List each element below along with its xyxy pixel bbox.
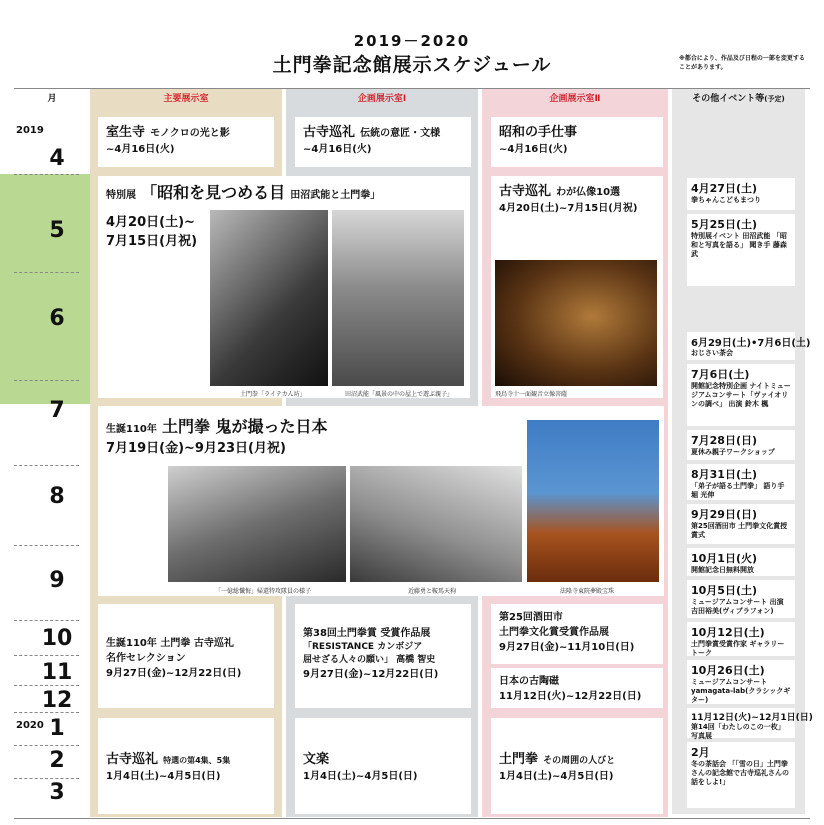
photo-rooftop (332, 210, 464, 386)
exhibit-date: 1月4日(土)~4月5日(日) (499, 771, 614, 782)
event-text: ミュージアムコンサート yamagata-lab(クラシックギター) (691, 678, 791, 704)
event-text: ミュージアムコンサート 出演 吉田裕美(ヴィブラフォン) (691, 598, 784, 615)
month-divider (14, 745, 79, 746)
exhibit-date: 9月27日(金)~12月22日(日) (106, 668, 242, 679)
month-divider (14, 545, 79, 546)
month-highlight (0, 174, 90, 404)
photo-children (350, 466, 522, 582)
event-date: 10月5日(土) (691, 584, 758, 597)
exhibit-subtitle: その周囲の人びと (543, 756, 616, 766)
exhibit-subtitle2: 屈せざる人々の願い」 高橋 智史 (303, 655, 436, 665)
exhibit-date: 9月27日(金)~11月10日(日) (499, 642, 635, 653)
exhibit-title: 第38回土門拳賞 受賞作品展 (303, 628, 431, 639)
notice-text: ※都合により、作品及び日程の一部を変更することがあります。 (679, 55, 805, 71)
event-text: 第25回酒田市 土門拳文化賞授賞式 (691, 522, 788, 539)
month-divider (14, 655, 79, 656)
event-item (687, 430, 795, 460)
event-item (687, 742, 795, 808)
exhibit-room2-january (491, 718, 663, 814)
exhibit-date: ~4月16日(火) (106, 144, 175, 155)
event-item (687, 332, 811, 360)
other-header-note: (予定) (764, 95, 785, 103)
exhibit-label: 特別展 (106, 190, 136, 201)
exhibit-title: 土門拳 (499, 752, 539, 767)
exhibit-subtitle: モノクロの光と影 (150, 128, 230, 139)
month-header: 月 (47, 94, 57, 104)
month-divider (14, 174, 79, 175)
month-divider (14, 272, 79, 273)
other-header-label: その他イベント等 (692, 94, 765, 104)
month-divider (14, 380, 79, 381)
photo-caption: 田沼武能「風景の中の屋上で遊ぶ親子」 (345, 391, 454, 398)
month-divider (14, 465, 79, 466)
exhibit-main-october (98, 604, 274, 708)
exhibit-date-start: 4月20日(土)~ (106, 215, 195, 230)
exhibit-subtitle: 伝統の意匠・文様 (360, 128, 441, 139)
exhibit-title: 土門拳 鬼が撮った日本 (161, 417, 328, 436)
event-item (687, 364, 795, 426)
event-date: 4月27日(土) (691, 182, 758, 195)
exhibit-subtitle: 名作セレクション (106, 653, 186, 664)
exhibit-room1-october (295, 604, 471, 708)
exhibit-main-january (98, 718, 274, 814)
photo-buddha (495, 260, 657, 386)
event-date: 10月26日(土) (691, 664, 765, 677)
event-text: 「弟子が語る土門拳」 語り手 堀 光伸 (691, 482, 785, 499)
event-date: 7月28日(日) (691, 434, 758, 447)
exhibit-subtitle: 土門拳文化賞受賞作品展 (499, 627, 609, 638)
exhibit-room1-january (295, 718, 471, 814)
photo-caption: 法隆寺東院夢殿宝珠 (560, 588, 615, 595)
exhibit-title: 昭和の手仕事 (499, 125, 578, 140)
month-9: 9 (49, 568, 65, 593)
exhibit-title: 室生寺 (106, 125, 146, 140)
month-8: 8 (49, 484, 65, 509)
exhibit-title: 土門拳 古寺巡礼 (160, 638, 234, 649)
event-item (687, 708, 813, 740)
event-date: 8月31日(土) (691, 468, 758, 481)
event-item (687, 464, 795, 500)
exhibit-date: ~4月16日(火) (499, 144, 568, 155)
event-text: おじさい茶会 (691, 349, 733, 357)
month-10: 10 (41, 626, 73, 651)
photo-portrait (210, 210, 328, 386)
event-text: 特別展イベント 田沼武能 「昭和と写真を語る」 聞き手 藤森 武 (691, 232, 787, 258)
month-divider (14, 712, 79, 713)
exhibit-main-april (98, 117, 274, 167)
bottom-rule (14, 818, 810, 819)
exhibit-room1-april (295, 117, 471, 167)
month-6: 6 (49, 306, 65, 331)
photo-caption: 「一億総懺悔」帰還特攻隊員の様子 (215, 588, 312, 595)
exhibit-title: 第25回酒田市 (499, 612, 563, 623)
event-date: 10月12日(土) (691, 626, 765, 639)
exhibit-room2-november (491, 668, 663, 708)
event-item (687, 548, 795, 576)
event-item (687, 622, 795, 656)
year-2020: 2020 (16, 720, 44, 731)
main-hall-header: 主要展示室 (163, 94, 209, 104)
event-text: 開館記念日無料開放 (691, 566, 754, 574)
month-2: 2 (49, 748, 65, 773)
event-text: 土門拳賞受賞作家 ギャラリートーク (691, 640, 785, 657)
event-text: 夏休み親子ワークショップ (691, 448, 775, 456)
room1-header: 企画展示室Ⅰ (357, 94, 407, 104)
event-text: 拳ちゃんこどもまつり (691, 196, 761, 204)
title-years: 2019－2020 (353, 32, 471, 50)
exhibit-title: 古寺巡礼 (303, 125, 356, 140)
exhibit-subtitle: わが仏像10選 (556, 187, 621, 198)
exhibit-subtitle: 特選の第4集、5集 (163, 756, 231, 765)
event-date: 9月29日(日) (691, 508, 758, 521)
event-date: 11月12日(火)~12月1日(日) (691, 713, 813, 723)
exhibit-date: 1月4日(土)~4月5日(日) (106, 771, 221, 782)
month-5: 5 (49, 218, 65, 243)
event-date: 7月6日(土) (691, 368, 750, 381)
month-4: 4 (49, 146, 65, 171)
exhibit-date: 1月4日(土)~4月5日(日) (303, 771, 418, 782)
event-item (687, 504, 795, 544)
event-item (687, 660, 795, 704)
other-bg-top (672, 110, 805, 174)
exhibit-label: 生誕110年 (106, 638, 157, 649)
event-date: 2月 (691, 746, 710, 759)
month-divider (14, 778, 79, 779)
exhibit-date: 9月27日(金)~12月22日(日) (303, 669, 439, 680)
exhibit-room2-april (491, 117, 663, 167)
exhibit-date: ~4月16日(火) (303, 144, 372, 155)
event-item (687, 178, 795, 210)
month-3: 3 (49, 780, 65, 805)
exhibit-title: 日本の古陶磁 (499, 676, 559, 687)
exhibit-room2-october (491, 604, 663, 664)
event-item (687, 214, 795, 286)
room2-header: 企画展示室Ⅱ (549, 94, 601, 104)
month-1: 1 (49, 716, 65, 741)
exhibit-subtitle: 田沼武能と土門拳」 (290, 190, 381, 201)
exhibit-title: 文楽 (303, 752, 330, 767)
page-title: 土門拳記念館展示スケジュール (272, 54, 552, 76)
month-divider (14, 685, 79, 686)
photo-temple (527, 420, 659, 582)
exhibit-date-end: 7月15日(月祝) (106, 234, 198, 249)
photo-caption: 土門拳「ライテカん坊」 (240, 391, 306, 398)
exhibit-title: 古寺巡礼 (106, 752, 159, 767)
event-item (687, 580, 795, 618)
exhibit-date: 11月12日(火)~12月22日(日) (499, 691, 642, 702)
exhibit-date: 7月19日(金)~9月23日(月祝) (106, 441, 286, 456)
other-header (672, 88, 805, 110)
exhibit-subtitle: 「RESISTANCE カンボジア (303, 642, 423, 652)
event-date: 10月1日(火) (691, 552, 758, 565)
month-11: 11 (41, 660, 73, 685)
photo-caption: 飛鳥寺十一面観音立像菩薩 (495, 391, 568, 398)
exhibit-title: 「昭和を見つめる目 (141, 183, 286, 202)
exhibit-date: 4月20日(土)~7月15日(月祝) (499, 203, 638, 214)
event-date: 5月25日(土) (691, 218, 758, 231)
year-2019: 2019 (16, 125, 44, 136)
event-text: 第14回「わたしのこの一枚」写真展 (691, 723, 785, 740)
exhibit-title: 古寺巡礼 (499, 184, 552, 199)
month-7: 7 (49, 398, 65, 423)
event-date: 6月29日(土)•7月6日(土) (691, 338, 811, 349)
event-text: 開館記念特別企画 ナイトミュージアムコンサート「ヴァイオリンの調べ」 出演 鈴木 楓 (691, 382, 791, 408)
exhibit-label: 生誕110年 (106, 424, 157, 435)
photo-caption: 近藤勇と鞍馬天狗 (408, 588, 457, 595)
month-12: 12 (41, 688, 73, 713)
month-divider (14, 620, 79, 621)
event-text: 冬の茶話会 「「雪の日」土門拳さんの記念館で古寺巡礼さんの話をしよ!」 (691, 760, 789, 786)
photo-crowd (168, 466, 346, 582)
